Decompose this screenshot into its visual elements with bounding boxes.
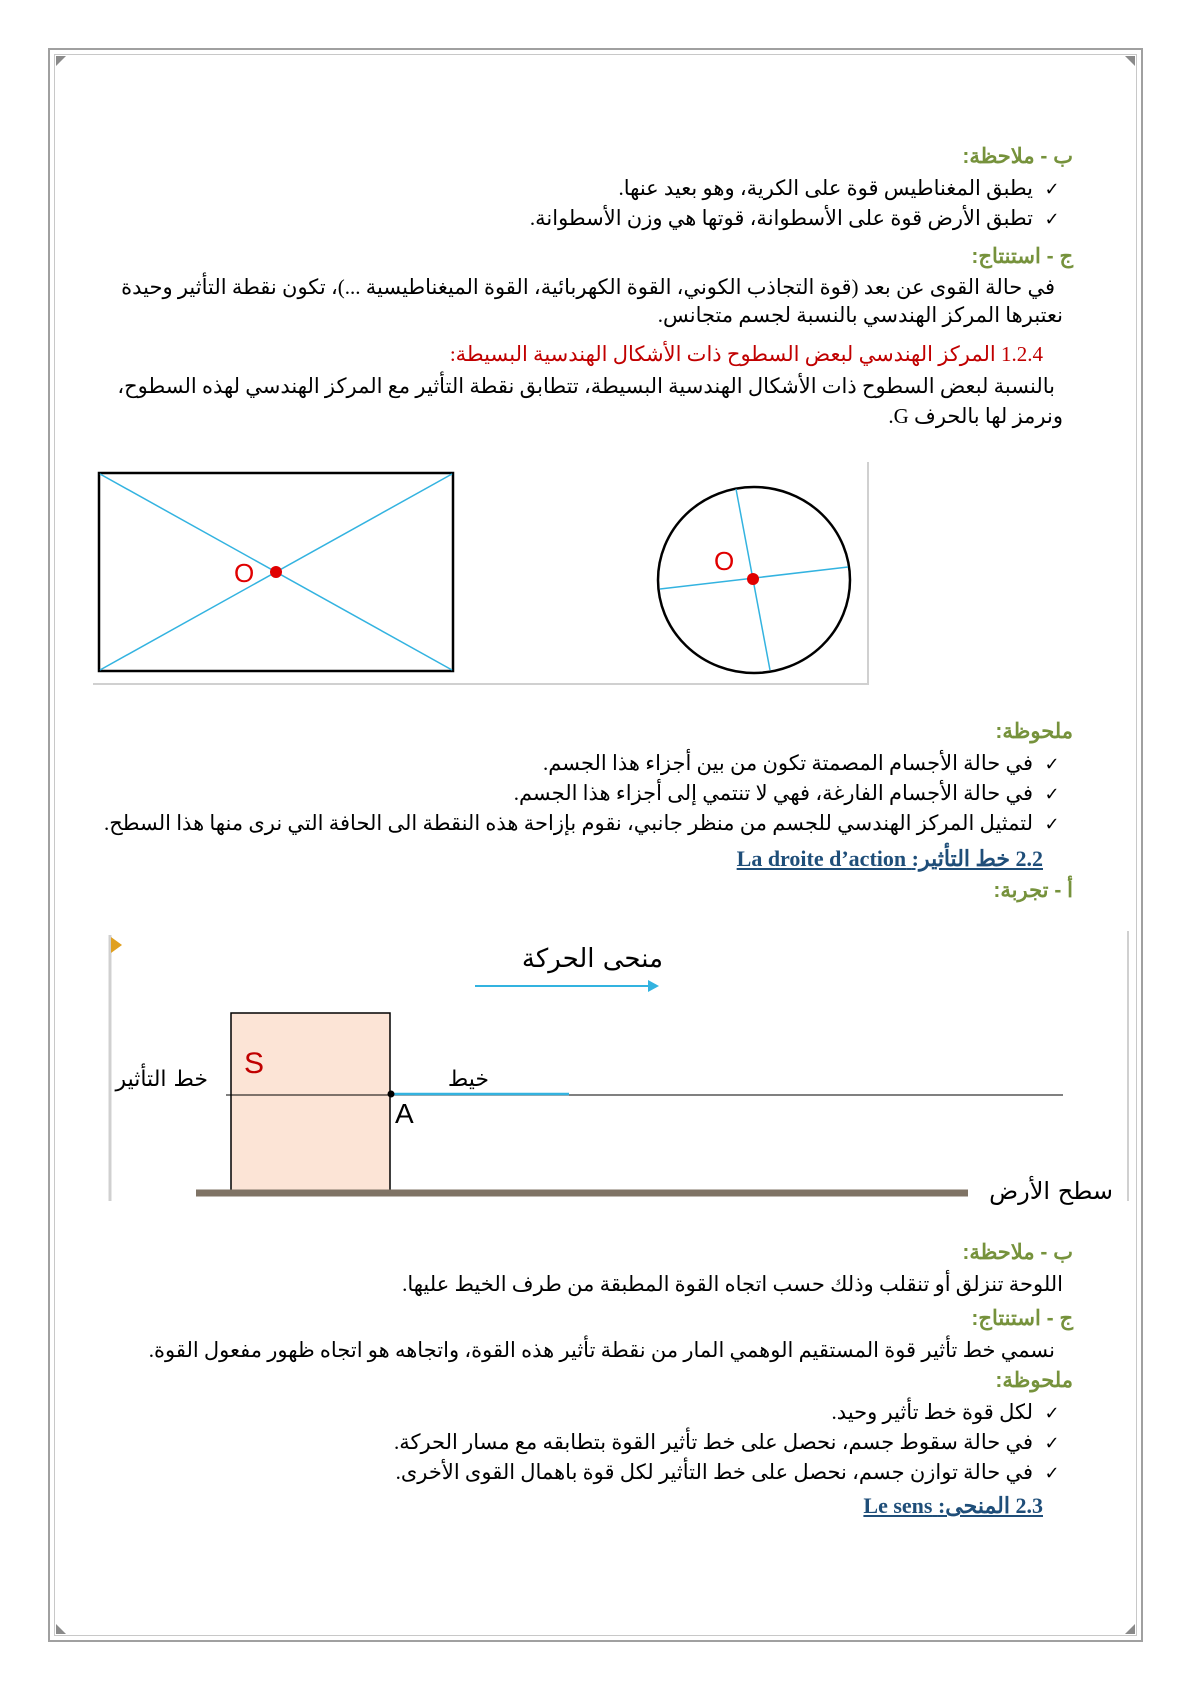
section-title-line-of-action: 2.2 خط التأثير: La droite d’action [736, 846, 1043, 871]
paragraph-line: ونرمز لها بالحرف G. [888, 404, 1063, 428]
figure-geometric-centers [93, 462, 869, 687]
section-heading-observation: ب - ملاحظة: [962, 145, 1073, 168]
check-icon: ✓ [1044, 814, 1060, 835]
ground-label: سطح الأرض [989, 1177, 1113, 1205]
list-item: ✓لكل قوة خط تأثير وحيد. [832, 1398, 1063, 1428]
point-a [388, 1091, 395, 1098]
paragraph-line: اللوحة تنزلق أو تنقلب وذلك حسب اتجاه القوة المطبقة من طرف الخيط عليها. [402, 1272, 1063, 1296]
circle-shape [658, 487, 850, 673]
list-item: ✓في حالة الأجسام المصمتة تكون من بين أجزاء هذا الجسم. [543, 749, 1063, 779]
block-label: S [244, 1047, 265, 1080]
experiment-heading: أ - تجربة: [993, 879, 1073, 902]
rect-center-point [270, 566, 282, 578]
circle-center-point [747, 573, 759, 585]
check-icon: ✓ [1044, 1463, 1060, 1484]
subsection-title: 1.2.4 المركز الهندسي لبعض السطوح ذات الأشكال الهندسية البسيطة: [449, 342, 1043, 366]
rectangle-shape [99, 473, 453, 671]
note-heading-2: ملحوظة: [995, 1369, 1073, 1392]
paragraph-line: في حالة القوى عن بعد (قوة التجاذب الكوني، القوة الكهربائية، القوة الميغناطيسية ...)، تكون نقطة التأثير وحيدة [121, 275, 1055, 299]
check-icon: ✓ [1044, 754, 1060, 775]
check-icon: ✓ [1044, 1403, 1060, 1424]
list-item: ✓يطبق المغناطيس قوة على الكرية، وهو بعيد عنها. [618, 174, 1063, 204]
check-icon: ✓ [1044, 179, 1060, 200]
list-item: ✓لتمثيل المركز الهندسي للجسم من منظر جانبي، نقوم بإزاحة هذه النقطة الى الحافة التي نرى منها هذا السطح. [104, 809, 1063, 839]
motion-direction-label: منحى الحركة [521, 944, 663, 974]
check-icon: ✓ [1044, 1433, 1060, 1454]
line-of-action-label: خط التأثير [115, 1067, 208, 1092]
arrow-right-icon [648, 980, 659, 992]
list-item: ✓في حالة الأجسام الفارغة، فهي لا تنتمي إلى أجزاء هذا الجسم. [514, 779, 1063, 809]
section-heading-observation-2: ب - ملاحظة: [962, 1241, 1073, 1264]
paragraph-line: نعتبرها المركز الهندسي بالنسبة لجسم متجانس. [657, 303, 1063, 327]
paragraph-line: نسمي خط تأثير قوة المستقيم الوهمي المار من نقطة تأثير هذه القوة، واتجاهه هو اتجاه ظهور مفعول القوة. [148, 1338, 1055, 1362]
list-item: ✓تطبق الأرض قوة على الأسطوانة، قوتها هي وزن الأسطوانة. [530, 204, 1063, 234]
block-s [231, 1013, 390, 1193]
list-item: ✓في حالة سقوط جسم، نحصل على خط تأثير القوة بتطابقه مع مسار الحركة. [394, 1428, 1063, 1458]
string-label: خيط [447, 1067, 489, 1092]
section-heading-conclusion: ج - استنتاج: [971, 245, 1073, 268]
point-a-label: A [395, 1098, 414, 1129]
section-heading-conclusion-2: ج - استنتاج: [971, 1307, 1073, 1330]
note-heading: ملحوظة: [995, 720, 1073, 743]
rect-center-label: O [234, 558, 255, 588]
section-title-direction: 2.3 المنحى: Le sens [863, 1493, 1043, 1518]
list-item: ✓في حالة توازن جسم، نحصل على خط التأثير لكل قوة باهمال القوى الأخرى. [396, 1458, 1063, 1488]
circle-center-label: O [714, 546, 735, 576]
paragraph-line: بالنسبة لبعض السطوح ذات الأشكال الهندسية البسيطة، تتطابق نقطة التأثير مع المركز الهندسي لهذه السطوح، [117, 374, 1055, 398]
figure-experiment [108, 931, 1130, 1209]
check-icon: ✓ [1044, 784, 1060, 805]
check-icon: ✓ [1044, 209, 1060, 230]
